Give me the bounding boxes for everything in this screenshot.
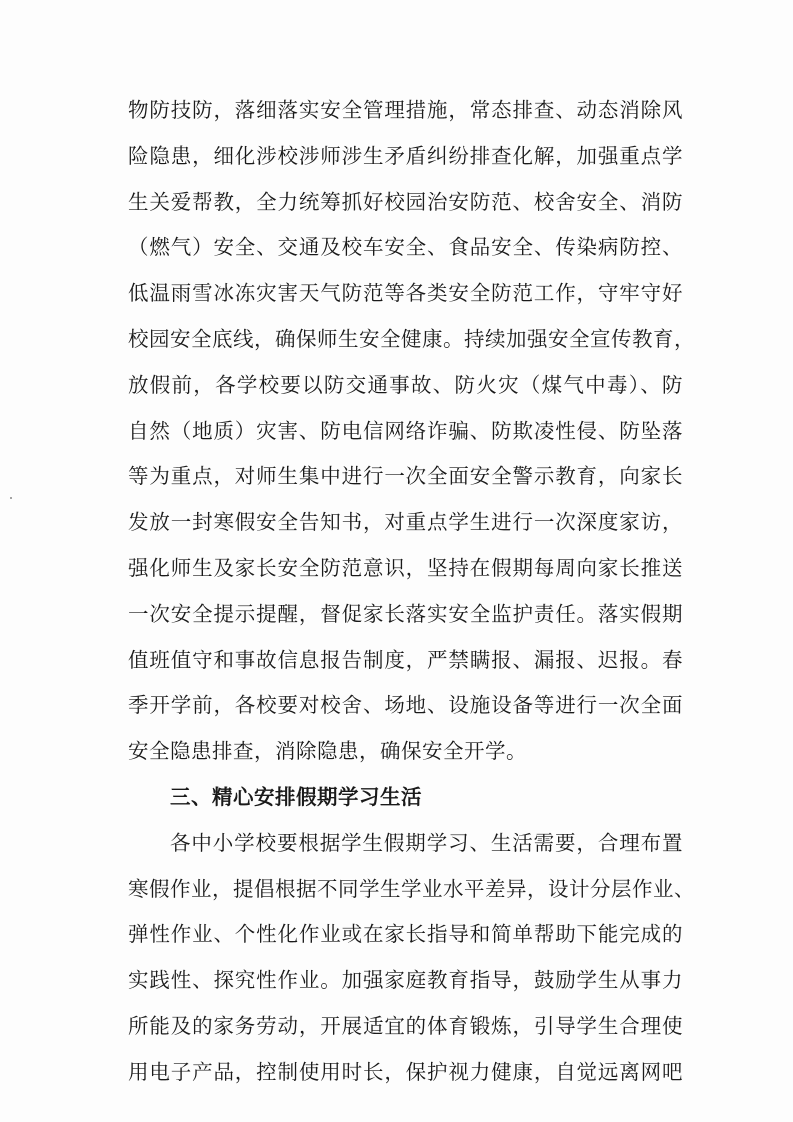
paragraph-line: 物防技防，落细落实安全管理措施，常态排查、动态消除风 bbox=[128, 98, 683, 122]
paragraph-line: 寒假作业，提倡根据不同学生学业水平差异，设计分层作业、 bbox=[128, 876, 695, 901]
paragraph-line: 险隐患，细化涉校涉师涉生矛盾纠纷排查化解，加强重点学 bbox=[128, 143, 683, 168]
paragraph-line: 强化师生及家长安全防范意识，坚持在假期每周向家长推送 bbox=[128, 555, 683, 580]
paragraph-line: 发放一封寒假安全告知书，对重点学生进行一次深度家访， bbox=[128, 510, 683, 535]
document-body bbox=[128, 88, 695, 1096]
paragraph-line: 用电子产品，控制使用时长，保护视力健康，自觉远离网吧 bbox=[128, 1059, 683, 1084]
paragraph-line: 低温雨雪冰冻灾害天气防范等各类安全防范工作，守牢守好 bbox=[128, 281, 683, 306]
paragraph-line: 等为重点，对师生集中进行一次全面安全警示教育，向家长 bbox=[128, 464, 683, 489]
paragraph-line: 各中小学校要根据学生假期学习、生活需要，合理布置 bbox=[170, 830, 683, 855]
scan-speck bbox=[10, 497, 12, 499]
paragraph-line: 校园安全底线，确保师生安全健康。持续加强安全宣传教育， bbox=[128, 326, 695, 351]
section-heading: 三、精心安排假期学习生活 bbox=[170, 784, 422, 809]
paragraph-line: 自然（地质）灾害、防电信网络诈骗、防欺凌性侵、防坠落 bbox=[128, 418, 683, 443]
paragraph-line: 值班值守和事故信息报告制度，严禁瞒报、漏报、迟报。春 bbox=[128, 647, 683, 672]
paragraph-line: 生关爱帮教，全力统筹抓好校园治安防范、校舍安全、消防 bbox=[128, 189, 683, 214]
paragraph-line: 放假前，各学校要以防交通事故、防火灾（煤气中毒）、防 bbox=[128, 372, 683, 397]
paragraph-line: 弹性作业、个性化作业或在家长指导和简单帮助下能完成的 bbox=[128, 922, 683, 947]
paragraph-line: 一次安全提示提醒，督促家长落实安全监护责任。落实假期 bbox=[128, 601, 683, 626]
paragraph-line: （燃气）安全、交通及校车安全、食品安全、传染病防控、 bbox=[128, 235, 683, 260]
paragraph-line: 安全隐患排查，消除隐患，确保安全开学。 bbox=[128, 739, 527, 764]
paragraph-line: 季开学前，各校要对校舍、场地、设施设备等进行一次全面 bbox=[128, 693, 683, 718]
paragraph-line: 所能及的家务劳动，开展适宜的体育锻炼，引导学生合理使 bbox=[128, 1013, 683, 1038]
paragraph-line: 实践性、探究性作业。加强家庭教育指导，鼓励学生从事力 bbox=[128, 968, 683, 993]
